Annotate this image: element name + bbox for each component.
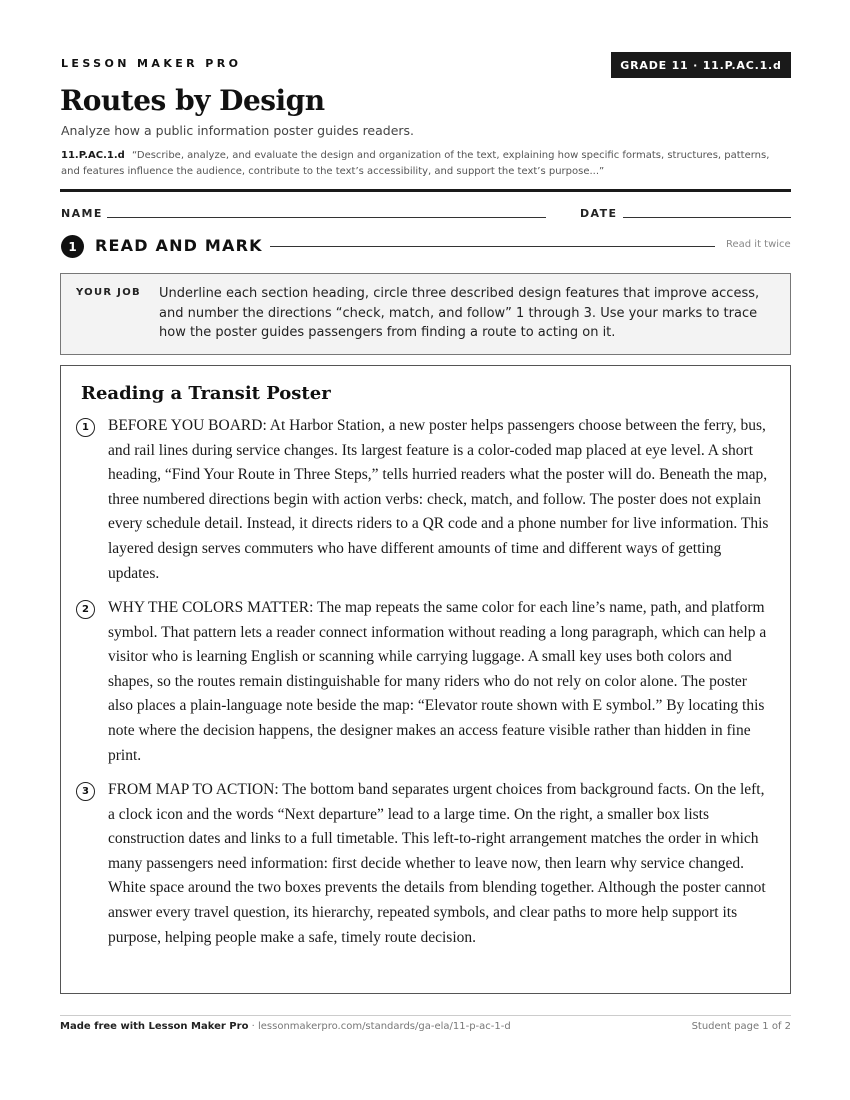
header-divider	[60, 189, 791, 192]
paragraph-number-1: 1	[76, 418, 95, 437]
brand-name: LESSON MAKER PRO	[61, 57, 242, 70]
your-job-box	[60, 273, 791, 355]
section-title: READ AND MARK	[95, 236, 263, 255]
name-label: NAME	[61, 207, 103, 220]
name-field-line[interactable]	[107, 217, 546, 218]
reading-passage	[60, 365, 791, 994]
page-subtitle: Analyze how a public information poster guides readers.	[61, 123, 415, 138]
section-number-badge: 1	[61, 235, 84, 258]
page-title: Routes by Design	[60, 84, 325, 117]
section-note: Read it twice	[726, 239, 791, 250]
paragraph-2: WHY THE COLORS MATTER: The map repeats the same color for each line’s name, path, and platform symbol. That pattern lets a reader connect information without reading a long paragraph, which can help a visitor who is learning English or scanning while carrying luggage. A small key uses both colors and shapes, so the routes remain distinguishable for many riders who do not rely on color alone. The poster also places a plain-language note beside the map: “Elevator route shown with E symbol.” By locating this note where the decision happens, the designer makes an access feature visible rather than hidden in fine print.	[108, 599, 767, 764]
your-job-label: YOUR JOB	[76, 287, 141, 298]
date-label: DATE	[580, 207, 618, 220]
footer-credit	[60, 1021, 511, 1032]
footer-page-number: Student page 1 of 2	[691, 1021, 791, 1032]
grade-standard-badge: GRADE 11 · 11.P.AC.1.d	[611, 52, 791, 78]
footer-divider	[60, 1015, 791, 1016]
footer-url[interactable]: · lessonmakerpro.com/standards/ga-ela/11-p-ac-1-d	[248, 1021, 511, 1032]
paragraph-1: BEFORE YOU BOARD: At Harbor Station, a new poster helps passengers choose between the ferry, bus, and rail lines during service changes. Its largest feature is a color-coded map placed at eye level. A short heading, “Find Your Route in Three Steps,” tells hurried readers what the poster will do. Beneath the map, three numbered directions begin with action verbs: check, match, and follow. The poster does not explain every schedule detail. Instead, it directs riders to a QR code and a phone number for live information. This layered design serves commuters who have different amounts of time and different ways of getting updates.	[108, 417, 769, 582]
standard-description	[61, 148, 791, 180]
your-job-instructions: Underline each section heading, circle three described design features that improve access, and number the directions “check, match, and follow” 1 through 3. Use your marks to trace how the poster guides passengers from finding a route to acting on it.	[159, 286, 760, 340]
standard-code: 11.P.AC.1.d	[61, 150, 125, 161]
date-field-line[interactable]	[623, 217, 791, 218]
section-rule	[270, 246, 715, 247]
standard-text: “Describe, analyze, and evaluate the design and organization of the text, explaining how specific formats, structures, patterns, and features influence the audience, contribute to the text’s accessibility, and support the text’s purpose...”	[61, 150, 770, 177]
paragraph-number-2: 2	[76, 600, 95, 619]
footer-made-with: Made free with Lesson Maker Pro	[60, 1021, 249, 1032]
paragraph-number-3: 3	[76, 782, 95, 801]
passage-title: Reading a Transit Poster	[81, 383, 331, 404]
paragraph-3: FROM MAP TO ACTION: The bottom band separates urgent choices from background facts. On the left, a clock icon and the words “Next departure” lead to a large time. On the right, a smaller box lists construction dates and links to a full timetable. This left-to-right arrangement matches the order in which many passengers need information: first decide whether to leave now, then learn why service changed. White space around the two boxes prevents the details from blending together. Although the poster cannot answer every travel question, its hierarchy, repeated symbols, and clear paths to more help support its purpose, helping people make a safe, timely route decision.	[108, 781, 766, 946]
